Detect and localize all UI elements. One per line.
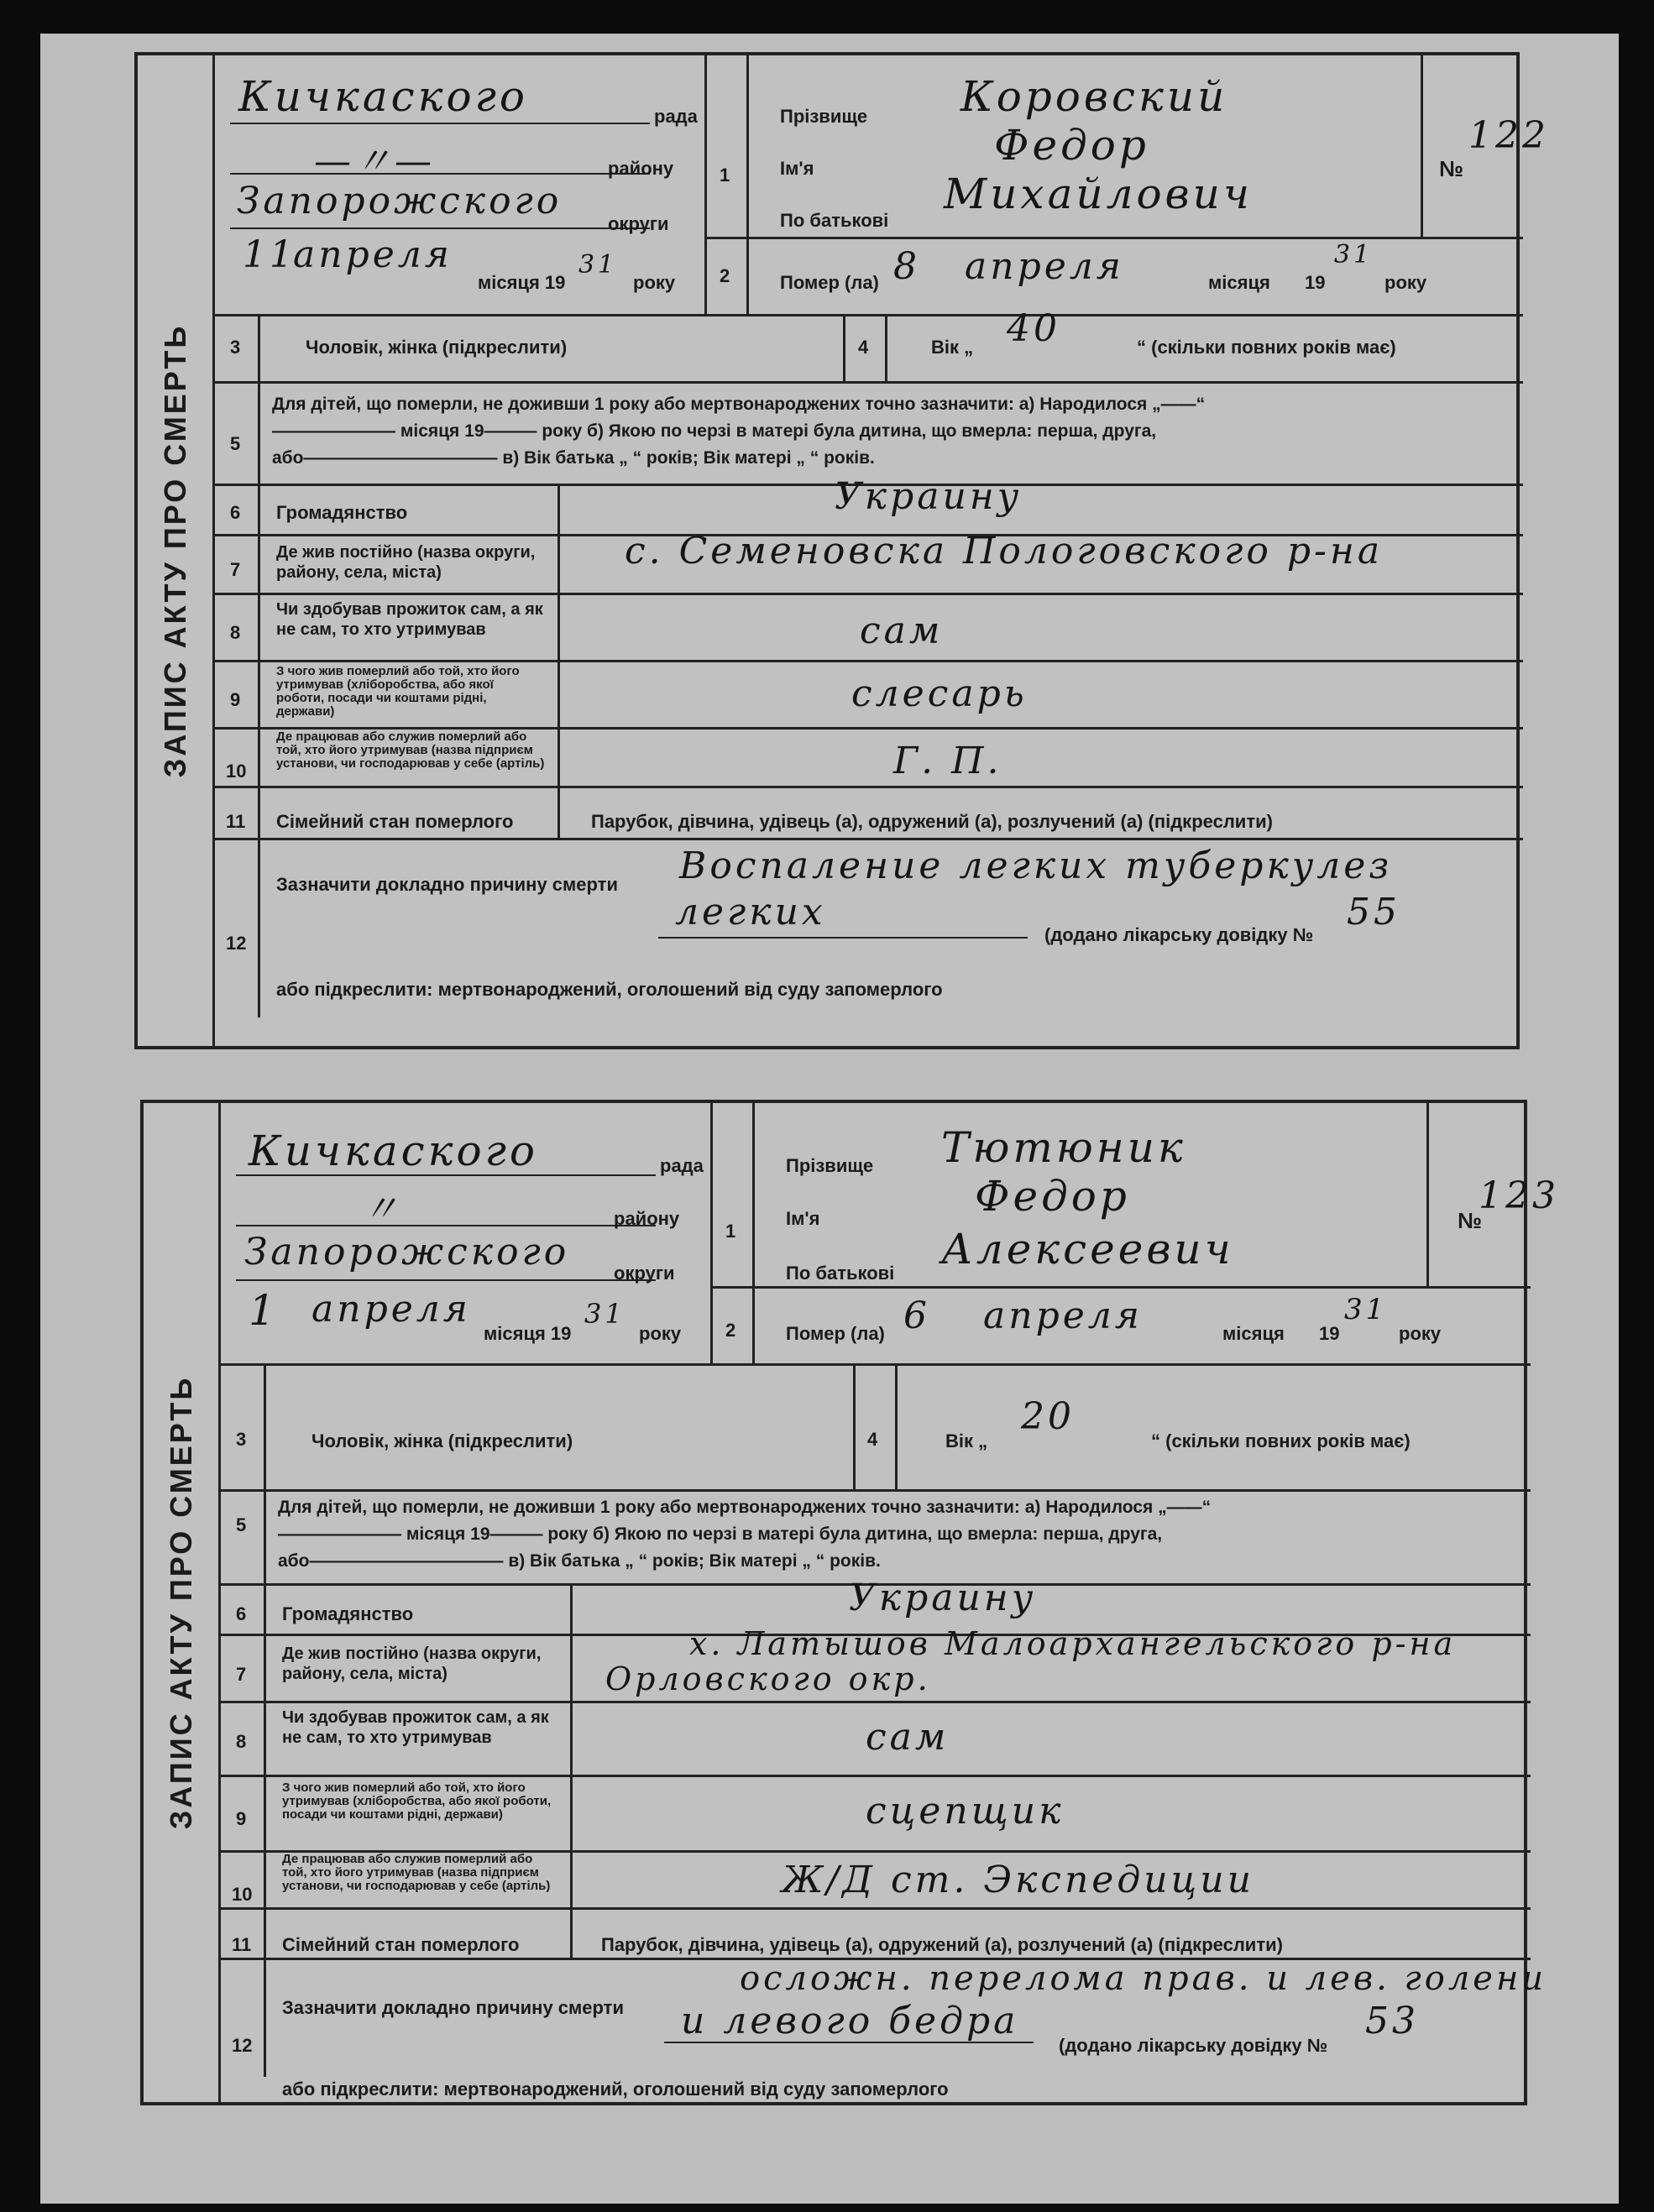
death-year: 31: [1334, 240, 1374, 269]
death-month: апреля: [965, 245, 1124, 288]
supports-value: сам: [860, 609, 944, 652]
surname-value: Тютюник: [941, 1123, 1186, 1172]
reg-day: 11: [243, 233, 296, 276]
cause-line-1: Воспаление легких туберкулез: [679, 845, 1393, 887]
reg-day: 1: [249, 1286, 279, 1335]
cause-line-1: осложн. перелома прав. и лев. голени: [740, 1959, 1547, 1998]
workplace-value: Ж/Д ст. Экспедиции: [782, 1859, 1254, 1901]
death-month: апреля: [983, 1294, 1143, 1337]
name-value: Федор: [975, 1172, 1130, 1221]
okrug-value: Запорожского: [237, 180, 563, 222]
patronymic-value: Михайлович: [944, 170, 1253, 218]
rada-value: Кичкаского: [249, 1127, 539, 1175]
residence-value: с. Семеновска Пологовского р-на: [625, 530, 1384, 573]
residence-value: х. Латышов Малоархангельского р-на: [689, 1625, 1457, 1662]
cert-number: 53: [1365, 2000, 1419, 2042]
occupation-value: слесарь: [851, 672, 1028, 715]
patronymic-value: Алексеевич: [941, 1225, 1234, 1273]
age-value: 40: [1007, 307, 1060, 350]
residence-line-2: Орловского окр.: [605, 1660, 931, 1697]
reg-year: 31: [584, 1298, 625, 1330]
okrug-value: Запорожского: [244, 1231, 570, 1273]
age-value: 20: [1021, 1395, 1075, 1438]
death-record-form-1: ЗАПИС АКТУ ПРО СМЕРТЬ Кичкаского рада —〃— району Запорожского округи 11 апреля місяця 19 31 року 1 2 Прізвище Коровский Ім'я Федор По батькові Михайлович Помер (ла) 8 апреля місяця 19 31 року № 122 3 Чоловік, жінка (підкреслити) 4 Вік „ 40 “ (скільки повних років має) 5 Для дітей, що померли, не доживши 1 року або мертвонароджених точно зазначити: а) Народилося „——“ ——————— місяця 19——— року б) Якою по черзі в матері була дитина, що вмерла: перша, друга, або——————————— в) Вік батька „ “ років; Вік матері „ “ років. 6 Громадянство Украину 7 Де жив постійно (назва округи, району, села, міста) с. Семеновска Пологовского р-на 8 Чи здобував прожиток сам, а як не сам, то хто утримував сам 9 З чого жив померлий або той, хто його утримував (хліборобства, або якої роботи, посади чи коштами рідні, держави) слесарь 10 Де працював або служив померлий або той, хто його утримував (назва підприєм установи, чи господарював у себе (артіль) Г. П. 11 Сімейний стан померлого Парубок, дівчина, удівець (а), одружений (а), розлучений (а) (підкреслити) 12 Зазначити докладно причину смерти Воспаление легких туберкулез легких (додано лікарську довідку № 55 або підкреслити: мертвонароджений, оголошений від суду запомерлого: [134, 52, 1520, 1049]
citizenship-value: Украину: [835, 475, 1023, 518]
rayon-value: —〃—: [314, 140, 435, 183]
reg-year: 31: [578, 250, 618, 280]
occupation-value: сцепщик: [866, 1790, 1065, 1833]
name-value: Федор: [994, 121, 1149, 170]
cert-number: 55: [1347, 891, 1400, 933]
supports-value: сам: [866, 1716, 950, 1759]
side-title: ЗАПИС АКТУ ПРО СМЕРТЬ: [138, 55, 215, 1046]
death-day: 8: [893, 245, 920, 288]
reg-month: апреля: [293, 233, 453, 276]
rayon-value: 〃: [362, 1188, 402, 1231]
reg-month: апреля: [311, 1288, 471, 1331]
surname-value: Коровский: [960, 72, 1228, 121]
death-record-form-2: ЗАПИС АКТУ ПРО СМЕРТЬ Кичкаского рада 〃 району Запорожского округи 1 апреля місяця 19 31 року 1 2 Прізвище Тютюник Ім'я Федор По батькові Алексеевич Помер (ла) 6 апреля місяця 19 31 року № 123 3 Чоловік, жінка (підкреслити) 4 Вік „ 20 “ (скільки повних років має) 5 Для дітей, що померли, не доживши 1 року або мертвонароджених точно зазначити: а) Народилося „——“ ——————— місяця 19——— року б) Якою по черзі в матері була дитина, що вмерла: перша, друга, або——————————— в) Вік батька „ “ років; Вік матері „ “ років. 6 Громадянство Украину 7 Де жив постійно (назва округи, району, села, міста) х. Латышов Малоархангельского р-на Орловского окр. 8 Чи здобував прожиток сам, а як не сам, то хто утримував сам 9 З чого жив померлий або той, хто його утримував (хліборобства, або якої роботи, посади чи коштами рідні, держави) сцепщик 10 Де працював або служив померлий або той, хто його утримував (назва підприєм установи, чи господарював у себе (артіль) Ж/Д ст. Экспедиции 11 Сімейний стан померлого Парубок, дівчина, удівець (а), одружений (а), розлучений (а) (підкреслити) 12 Зазначити докладно причину смерти осложн. перелома прав. и лев. голени и левого бедра (додано лікарську довідку № 53 або підкреслити: мертвонароджений, оголошений від суду запомерлого: [140, 1100, 1527, 2105]
cause-line-2: и левого бедра: [681, 2000, 1019, 2042]
record-number: 123: [1479, 1174, 1559, 1217]
death-year: 31: [1344, 1293, 1388, 1326]
death-day: 6: [903, 1294, 930, 1337]
cause-line-2: легких: [675, 891, 826, 933]
rada-value: Кичкаского: [238, 72, 529, 121]
citizenship-value: Украину: [849, 1577, 1037, 1619]
record-number: 122: [1468, 114, 1549, 157]
side-title: ЗАПИС АКТУ ПРО СМЕРТЬ: [144, 1103, 221, 2102]
workplace-value: Г. П.: [893, 740, 1002, 782]
